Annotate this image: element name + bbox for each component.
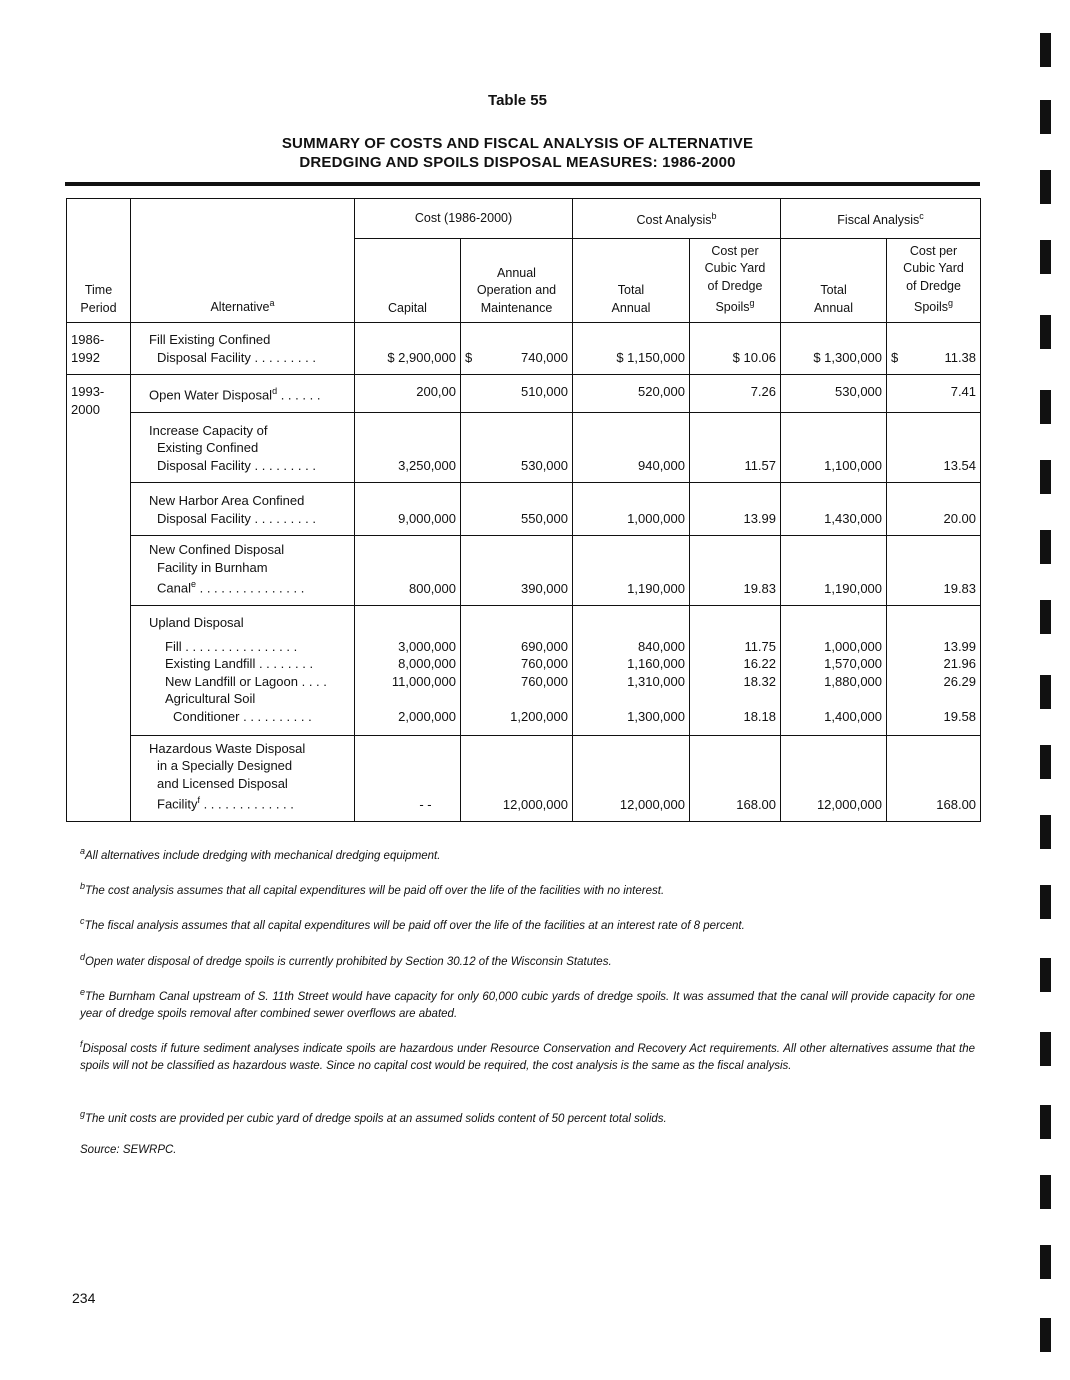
table-row bbox=[67, 736, 981, 822]
table-title-line2: DREDGING AND SPOILS DISPOSAL MEASURES: 1986-2000 bbox=[299, 154, 736, 171]
table-number: Table 55 bbox=[488, 92, 547, 109]
cell-cost-total: 1,190,000 bbox=[573, 536, 690, 606]
alt-hazardous-waste: Hazardous Waste Disposal in a Specially Designed and Licensed Disposal Facility$^f$ . . . . . . . . . . . . . bbox=[131, 736, 355, 822]
alt-fill-existing: Fill Existing Confined Disposal Facility . . . . . . . . . bbox=[131, 323, 355, 375]
table-row bbox=[67, 483, 981, 536]
cell-om: 690,000 760,000 760,000 1,200,000 bbox=[461, 606, 573, 736]
cell-cost-cy: 11.75 16.22 18.32 18.18 bbox=[690, 606, 781, 736]
binding-mark bbox=[1040, 240, 1051, 274]
cell-fiscal-total: 1,190,000 bbox=[781, 536, 887, 606]
cell-fiscal-total: $ 1,300,000 bbox=[781, 323, 887, 375]
binding-mark bbox=[1040, 33, 1051, 67]
footnote-e: $^e$The Burnham Canal upstream of S. 11th Street would have capacity for only 60,000 cubic yards of dredge spoils. It was assumed that the canal will provide capacity for one year of dredge spoils removal after combined sewer overflows are abated. bbox=[80, 987, 975, 1021]
binding-mark bbox=[1040, 390, 1051, 424]
cell-om: 510,000 bbox=[461, 375, 573, 413]
cell-fiscal-total: 1,430,000 bbox=[781, 483, 887, 536]
cell-om: 530,000 bbox=[461, 413, 573, 483]
cell-cost-cy: 13.99 bbox=[690, 483, 781, 536]
cell-cost-cy: 168.00 bbox=[690, 736, 781, 822]
period-1986-1992: 1986- 1992 bbox=[67, 323, 131, 375]
cell-fiscal-total: 1,100,000 bbox=[781, 413, 887, 483]
cell-cost-total: 1,000,000 bbox=[573, 483, 690, 536]
binding-mark bbox=[1040, 1175, 1051, 1209]
cell-om: 12,000,000 bbox=[461, 736, 573, 822]
cell-cost-cy: 11.57 bbox=[690, 413, 781, 483]
alt-open-water: Open Water Disposal$^d$ . . . . . . bbox=[131, 375, 355, 413]
cell-cost-total: 12,000,000 bbox=[573, 736, 690, 822]
binding-mark bbox=[1040, 1245, 1051, 1279]
binding-mark bbox=[1040, 460, 1051, 494]
header-capital: Capital bbox=[355, 239, 461, 323]
binding-mark bbox=[1040, 1105, 1051, 1139]
binding-mark bbox=[1040, 1318, 1051, 1352]
cell-fiscal-cy: 13.54 bbox=[887, 413, 981, 483]
footnote-b: $^b$The cost analysis assumes that all capital expenditures will be paid off over the life of the facilities with no interest. bbox=[80, 881, 665, 897]
binding-mark bbox=[1040, 885, 1051, 919]
cell-cost-cy: 19.83 bbox=[690, 536, 781, 606]
cell-fiscal-cy: 168.00 bbox=[887, 736, 981, 822]
cell-capital: 800,000 bbox=[355, 536, 461, 606]
binding-mark bbox=[1040, 958, 1051, 992]
group-header-fiscal-analysis: Fiscal Analysis$^c$ bbox=[781, 199, 981, 239]
binding-mark bbox=[1040, 1032, 1051, 1066]
table-row bbox=[67, 375, 981, 413]
source-note: Source: SEWRPC. bbox=[80, 1144, 177, 1156]
footnote-g: $^g$The unit costs are provided per cubic yard of dredge spoils at an assumed solids content of 50 percent total solids. bbox=[80, 1109, 667, 1125]
cell-capital: 9,000,000 bbox=[355, 483, 461, 536]
cell-capital: $ 2,900,000 bbox=[355, 323, 461, 375]
header-alternative: Alternative$^a$ bbox=[131, 239, 355, 323]
alt-increase-capacity: Increase Capacity of Existing Confined Disposal Facility . . . . . . . . . bbox=[131, 413, 355, 483]
cell-fiscal-cy: 13.99 21.96 26.29 19.58 bbox=[887, 606, 981, 736]
header-cost-total-annual: Total Annual bbox=[573, 239, 690, 323]
cell-capital: 3,250,000 bbox=[355, 413, 461, 483]
footnote-d: $^d$Open water disposal of dredge spoils is currently prohibited by Section 30.12 of the Wisconsin Statutes. bbox=[80, 952, 612, 968]
cell-fiscal-total: 12,000,000 bbox=[781, 736, 887, 822]
cost-summary-table bbox=[66, 198, 981, 822]
binding-mark bbox=[1040, 315, 1051, 349]
period-1993-2000: 1993- 2000 bbox=[67, 375, 131, 822]
binding-mark bbox=[1040, 170, 1051, 204]
cell-capital: 200,00 bbox=[355, 375, 461, 413]
cell-cost-total: $ 1,150,000 bbox=[573, 323, 690, 375]
header-annual-om: Annual Operation and Maintenance bbox=[461, 239, 573, 323]
table-row bbox=[67, 323, 981, 375]
cell-om: 550,000 bbox=[461, 483, 573, 536]
cell-fiscal-cy: 19.83 bbox=[887, 536, 981, 606]
header-blank-alt bbox=[131, 199, 355, 239]
header-blank-period bbox=[67, 199, 131, 239]
table-row bbox=[67, 536, 981, 606]
binding-mark bbox=[1040, 530, 1051, 564]
table-row bbox=[67, 606, 981, 736]
footnote-f: $^f$Disposal costs if future sediment analyses indicate spoils are hazardous under Resource Conservation and Recovery Act requirements. All other alternatives assume that the spoils will not be classified as hazardous waste. Since no capital cost would be required, the cost analysis is the same as the fiscal analysis. bbox=[80, 1039, 975, 1073]
table-title-line1: SUMMARY OF COSTS AND FISCAL ANALYSIS OF ALTERNATIVE bbox=[281, 135, 754, 152]
cell-cost-cy: $ 10.06 bbox=[690, 323, 781, 375]
cell-cost-total: 840,000 1,160,000 1,310,000 1,300,000 bbox=[573, 606, 690, 736]
binding-mark bbox=[1040, 675, 1051, 709]
cell-cost-total: 520,000 bbox=[573, 375, 690, 413]
cell-capital: - - bbox=[355, 736, 461, 822]
cell-fiscal-total: 1,000,000 1,570,000 1,880,000 1,400,000 bbox=[781, 606, 887, 736]
cell-fiscal-cy: 20.00 bbox=[887, 483, 981, 536]
cell-om: $ 740,000 bbox=[461, 323, 573, 375]
header-cost-per-cy: Cost per Cubic Yard of Dredge Spoils$^g$ bbox=[690, 239, 781, 323]
cell-capital: 3,000,000 8,000,000 11,000,000 2,000,000 bbox=[355, 606, 461, 736]
group-header-cost: Cost (1986-2000) bbox=[355, 199, 573, 239]
page-number: 234 bbox=[72, 1290, 96, 1306]
cell-cost-cy: 7.26 bbox=[690, 375, 781, 413]
binding-mark bbox=[1040, 100, 1051, 134]
binding-mark bbox=[1040, 745, 1051, 779]
table-row bbox=[67, 413, 981, 483]
footnote-a: $^a$All alternatives include dredging with mechanical dredging equipment. bbox=[80, 846, 441, 862]
binding-mark bbox=[1040, 815, 1051, 849]
header-fiscal-per-cy: Cost per Cubic Yard of Dredge Spoils$^g$ bbox=[887, 239, 981, 323]
alt-burnham-canal: New Confined Disposal Facility in Burnham Canal$^e$ . . . . . . . . . . . . . . . bbox=[131, 536, 355, 606]
cell-cost-total: 940,000 bbox=[573, 413, 690, 483]
header-time-period: Time Period bbox=[67, 239, 131, 323]
cell-om: 390,000 bbox=[461, 536, 573, 606]
cell-fiscal-total: 530,000 bbox=[781, 375, 887, 413]
cell-fiscal-cy: 7.41 bbox=[887, 375, 981, 413]
cell-fiscal-cy: $ 11.38 bbox=[887, 323, 981, 375]
alt-upland-disposal: Upland Disposal Fill . . . . . . . . . . . . . . . . Existing Landfill . . . . . . . . New Landfill or Lagoon . . . . Agricultural Soil Conditioner . . . . . . . . . . bbox=[131, 606, 355, 736]
binding-mark bbox=[1040, 600, 1051, 634]
footnote-c: $^c$The fiscal analysis assumes that all capital expenditures will be paid off over the life of the facilities at an interest rate of 8 percent. bbox=[80, 916, 745, 932]
group-header-cost-analysis: Cost Analysis$^b$ bbox=[573, 199, 781, 239]
title-rule bbox=[65, 182, 980, 186]
header-fiscal-total-annual: Total Annual bbox=[781, 239, 887, 323]
alt-new-harbor: New Harbor Area Confined Disposal Facility . . . . . . . . . bbox=[131, 483, 355, 536]
